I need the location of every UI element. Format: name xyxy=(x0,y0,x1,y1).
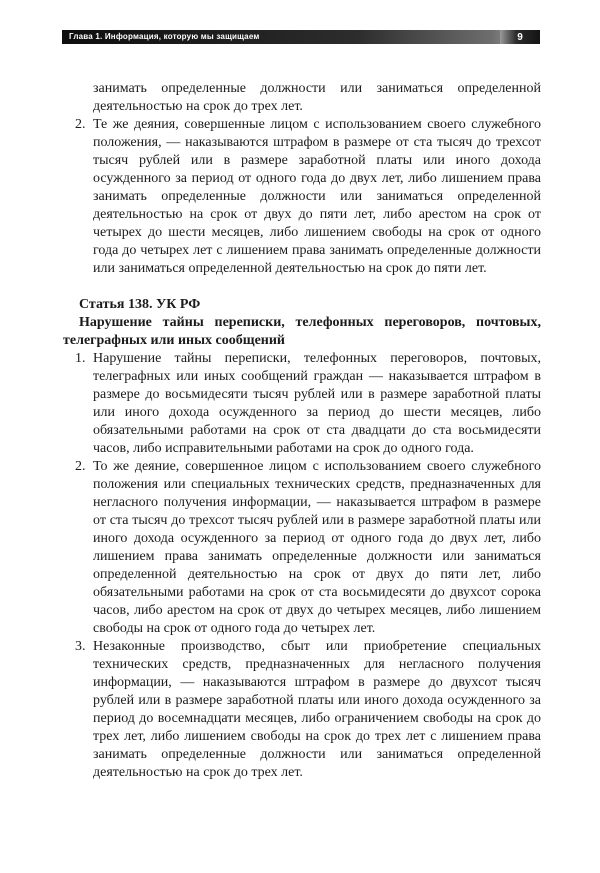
list-item-text: Те же деяния, совершенные лицом с использованием своего служебного положения, — наказываются штрафом в размере от ста тысяч до трехсот тысяч рублей или в размере заработной платы или иного дохода осужденного за период от одного года до двух лет, либо лишением права занимать определенные должности или заниматься определенной деятельностью на срок от двух до пяти лет, либо арестом на срок от четырех до шести месяцев, либо лишением свободы на срок от одного года до четырех лет с лишением права занимать определенные должности или заниматься определенной деятельностью на срок до пяти лет. xyxy=(93,117,541,276)
list-item-number: 1. xyxy=(75,351,86,366)
chapter-title: Глава 1. Информация, которую мы защищаем xyxy=(69,32,260,41)
list-item-138-1 xyxy=(63,350,541,458)
page-body xyxy=(63,80,541,782)
list-item-text: То же деяние, совершенное лицом с использованием своего служебного положения или специальных технических средств, предназначенных для негласного получения информации, — наказывается штрафом в размере от ста тысяч до трехсот тысяч рублей или в размере заработной платы или иного дохода осужденного за период от одного года до двух лет, либо лишением права занимать определенные должности или заниматься определенной деятельностью на срок от двух до пяти лет, либо обязательными работами на срок от ста восьмидесяти до двухсот сорока часов, либо арестом на срок от двух до четырех месяцев, либо лишением свободы на срок от одного года до четырех лет. xyxy=(93,459,541,636)
list-item-text: Нарушение тайны переписки, телефонных переговоров, почтовых, телеграфных или иных сообщений граждан — наказывается штрафом в размере до восьмидесяти тысяч рублей или в размере заработной платы или иного дохода осужденного за период до шести месяцев, либо обязательными работами на срок от ста двадцати до ста восьмидесяти часов, либо исправительными работами на срок до одного года. xyxy=(93,351,541,456)
list-item-138-3 xyxy=(63,638,541,782)
list-item-number: 3. xyxy=(75,639,86,654)
list-item-number: 2. xyxy=(75,117,86,132)
page-number: 9 xyxy=(500,30,540,44)
list-item-138-2 xyxy=(63,458,541,638)
continuation-paragraph: занимать определенные должности или заниматься определенной деятельностью на срок до трех лет. xyxy=(93,81,541,114)
list-item-137-2 xyxy=(63,116,541,278)
article-138-heading: Статья 138. УК РФ xyxy=(79,297,201,312)
article-138-title: Нарушение тайны переписки, телефонных переговоров, почтовых, телеграфных или иных сообщений xyxy=(63,315,541,348)
list-item-text: Незаконные производство, сбыт или приобретение специальных технических средств, предназначенных для негласного получения информации, — наказываются штрафом в размере до двухсот тысяч рублей или в размере заработной платы или иного дохода осужденного за период до восемнадцати месяцев, либо ограничением свободы на срок до трех лет, либо лишением свободы на срок до трех лет с лишением права занимать определенные должности или заниматься определенной деятельностью на срок до трех лет. xyxy=(93,639,541,780)
page-header-bar xyxy=(62,30,540,44)
list-item-number: 2. xyxy=(75,459,86,474)
